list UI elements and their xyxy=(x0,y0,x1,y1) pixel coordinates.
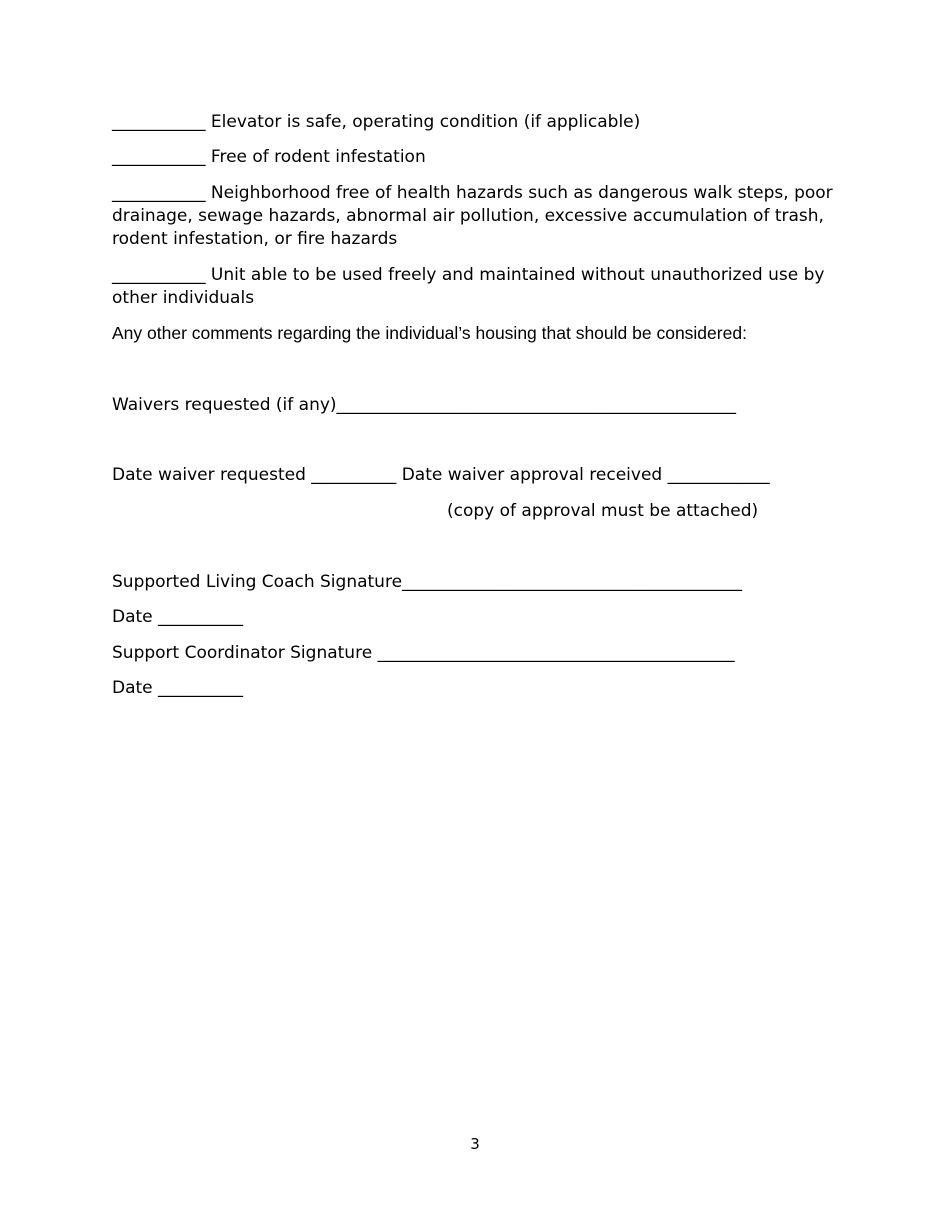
checklist-item-neighborhood xyxy=(112,182,852,251)
coordinator-signature-line xyxy=(112,642,735,665)
coordinator-date-line xyxy=(112,677,243,700)
checklist-blank[interactable]: ___________ xyxy=(112,183,206,203)
coordinator-signature-field[interactable]: __________________________________________ xyxy=(377,643,735,663)
coach-date-field[interactable]: __________ xyxy=(158,607,244,627)
waivers-requested-line xyxy=(112,394,736,417)
checklist-text: Elevator is safe, operating condition (if applicable) xyxy=(210,112,641,132)
checklist-item-unit-use xyxy=(112,264,852,310)
date-waiver-approval-field[interactable]: ____________ xyxy=(667,465,770,485)
coach-signature-line xyxy=(112,571,742,594)
checklist-blank[interactable]: ___________ xyxy=(112,147,206,167)
waivers-field[interactable]: _______________________________________________ xyxy=(336,395,737,415)
checklist-text: Free of rodent infestation xyxy=(210,147,426,167)
waivers-label: Waivers requested (if any) xyxy=(112,395,337,415)
coordinator-date-field[interactable]: __________ xyxy=(158,678,244,698)
checklist-blank[interactable]: ___________ xyxy=(112,265,206,285)
checklist-item-elevator xyxy=(112,111,640,134)
checklist-blank[interactable]: ___________ xyxy=(112,112,206,132)
coordinator-date-label: Date xyxy=(112,678,153,698)
approval-note: (copy of approval must be attached) xyxy=(447,501,759,521)
coach-signature-label: Supported Living Coach Signature xyxy=(112,572,403,592)
coordinator-signature-label: Support Coordinator Signature xyxy=(112,643,373,663)
coach-date-line xyxy=(112,606,243,629)
checklist-text: Neighborhood free of health hazards such as dangerous walk steps, poor drainage, sewage hazards, abnormal air pollution, excessive accumulation of trash, rodent infestation, or fire hazards xyxy=(112,183,833,249)
checklist-text: Unit able to be used freely and maintained without unauthorized use by other individuals xyxy=(112,265,825,308)
date-waiver-requested-field[interactable]: __________ xyxy=(311,465,397,485)
coach-date-label: Date xyxy=(112,607,153,627)
date-waiver-requested-label: Date waiver requested xyxy=(112,465,306,485)
date-waiver-approval-label: Date waiver approval received xyxy=(401,465,663,485)
checklist-item-rodent xyxy=(112,146,426,169)
comments-prompt: Any other comments regarding the individual’s housing that should be considered: xyxy=(112,323,747,343)
coach-signature-field[interactable]: ________________________________________ xyxy=(402,572,743,592)
page-number: 3 xyxy=(470,1135,480,1153)
waiver-dates-line xyxy=(112,464,770,487)
